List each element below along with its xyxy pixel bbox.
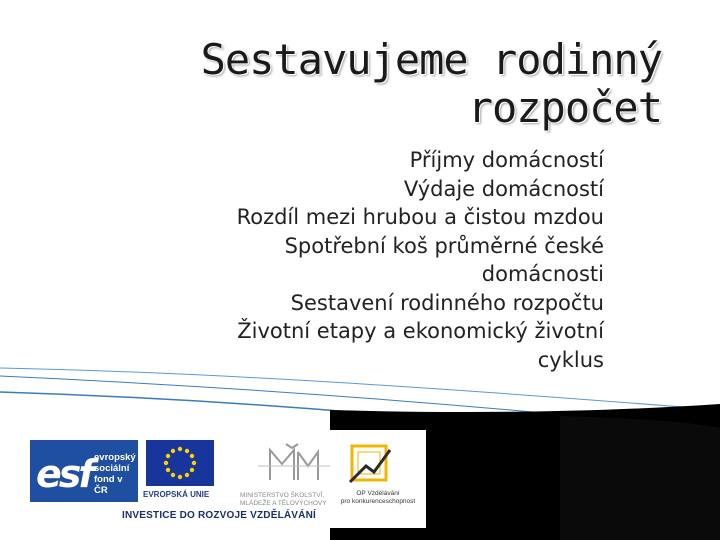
bullet-item: Výdaje domácností — [403, 176, 604, 201]
op-logo-icon — [344, 440, 398, 488]
bullet-item: domácnosti — [481, 262, 604, 286]
esf-logo — [30, 440, 138, 502]
bullet-item: Spotřební koš průměrné české — [284, 233, 604, 258]
investice-caption: INVESTICE DO ROZVOJE VZDĚLÁVÁNÍ — [122, 510, 317, 521]
bullet-item: cyklus — [537, 347, 604, 372]
esf-logo-letters: esf — [36, 452, 92, 496]
eu-caption: EVROPSKÁ UNIE — [143, 490, 210, 499]
slide-title — [102, 36, 662, 132]
esf-logo-text: evropský sociální fond v ČR — [94, 452, 136, 496]
msmt-logo-icon — [248, 440, 338, 490]
bullet-list — [124, 146, 604, 374]
esf-logo-strip — [26, 430, 426, 528]
bullet-item: Příjmy domácností — [409, 148, 604, 172]
bullet-item: Životní etapy a ekonomický životní — [237, 319, 604, 343]
msmt-caption: MINISTERSTVO ŠKOLSTVÍ, MLÁDEŽE A TĚLOVÝCHOVY — [240, 492, 327, 507]
bullet-item: Sestavení rodinného rozpočtu — [290, 290, 604, 315]
title-line-2: rozpočet — [467, 83, 662, 132]
eu-flag-icon — [146, 440, 214, 486]
title-line-1: Sestavujeme rodinný — [200, 35, 662, 84]
bullet-item: Rozdíl mezi hrubou a čistou mzdou — [236, 205, 604, 229]
op-caption: OP Vzdělávání pro konkurenceschopnost — [340, 490, 416, 505]
